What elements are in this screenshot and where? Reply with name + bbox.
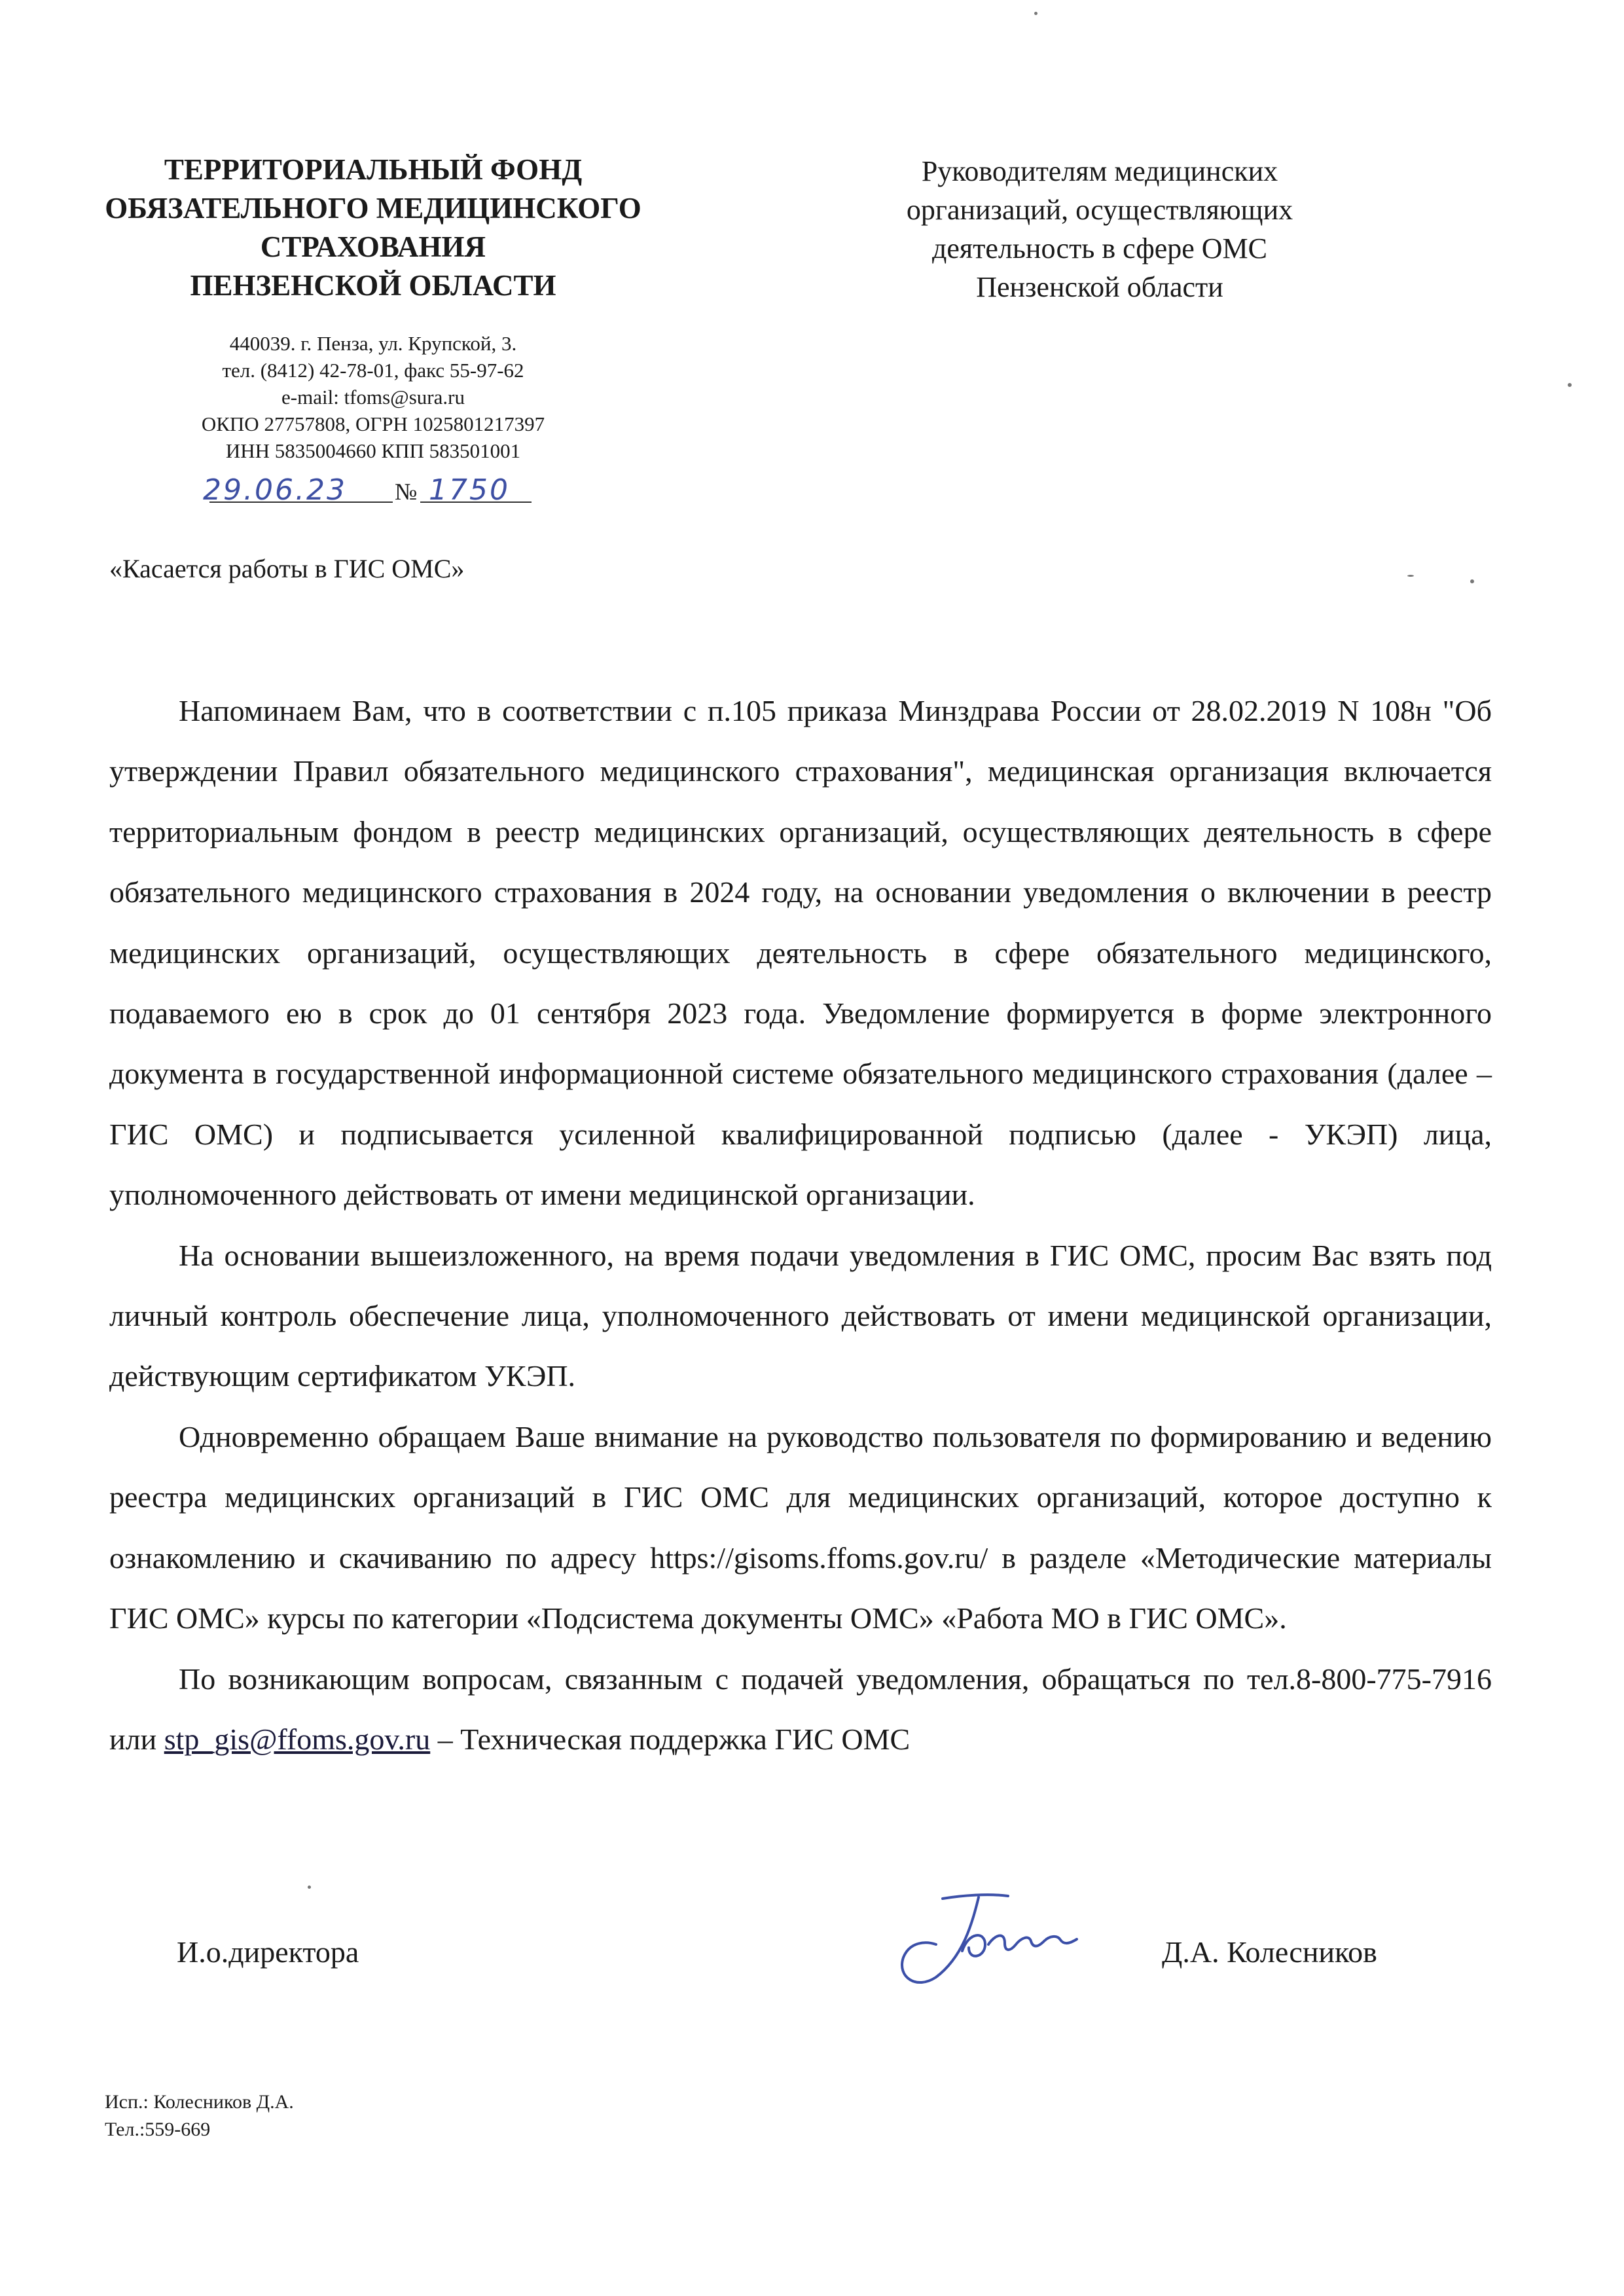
executor-info [105, 2088, 294, 2143]
sender-org-line: ОБЯЗАТЕЛЬНОГО МЕДИЦИНСКОГО [105, 192, 641, 225]
sender-org-line: ПЕНЗЕНСКОЙ ОБЛАСТИ [190, 269, 556, 302]
recipient-line: деятельность в сфере ОМС [931, 232, 1268, 264]
contact-text: – Техническая поддержка ГИС ОМС [430, 1722, 911, 1756]
sender-okpo-ogrn: ОКПО 27757808, ОГРН 1025801217397 [201, 412, 545, 435]
sender-email: e-mail: tfoms@sura.ru [281, 386, 465, 409]
recipient-line: Руководителям медицинских [921, 155, 1278, 187]
scan-speck [1407, 575, 1414, 577]
sender-inn-kpp: ИНН 5835004660 КПП 583501001 [225, 439, 521, 462]
executor-phone: Тел.:559-669 [105, 2119, 211, 2140]
body-paragraph: На основании вышеизложенного, на время подачи уведомления в ГИС ОМС, просим Вас взять под личный контроль обеспечение лица, уполномоченного действовать от имени медицинской организации, действующим сертификатом УКЭП. [109, 1238, 1492, 1393]
sender-org-line: СТРАХОВАНИЯ [260, 230, 486, 263]
number-sign: № [395, 479, 418, 505]
letter-subject: «Касается работы в ГИС ОМС» [109, 554, 465, 583]
body-paragraph [109, 1649, 1492, 1770]
sender-phone: тел. (8412) 42-78-01, факс 55-97-62 [222, 359, 524, 382]
recipient-line: организаций, осуществляющих [906, 194, 1293, 226]
sender-org-line: ТЕРРИТОРИАЛЬНЫЙ ФОНД [164, 153, 583, 186]
signatory-name: Д.А. Колесников [1162, 1935, 1377, 1969]
registration-line [164, 473, 583, 516]
body-paragraph: Одновременно обращаем Ваше внимание на руководство пользователя по формированию и ведению реестра медицинских организаций в ГИС ОМС для медицинских организаций, которое доступно к ознакомлению и скачиванию по адресу https://gisoms.ffoms.gov.ru/ в разделе «Методические материалы ГИС ОМС» курсы по категории «Подсистема документы ОМС» «Работа МО в ГИС ОМС». [109, 1419, 1492, 1635]
sender-address: 440039. г. Пенза, ул. Крупской, 3. [229, 332, 517, 355]
sender-block [92, 151, 655, 464]
handwritten-signature [864, 1879, 1087, 1990]
recipient-block [851, 152, 1348, 306]
registration-number: 1750 [429, 473, 510, 507]
body-paragraph: Напоминаем Вам, что в соответствии с п.105 приказа Минздрава России от 28.02.2019 N 108н "Об утверждении Правил обязательного медицинского страхования", медицинская организация включается территориальным фондом в реестр медицинских организаций, осуществляющих деятельность в сфере обязательного медицинского страхования в 2024 году, на основании уведомления о включении в реестр медицинских организаций, осуществляющих деятельность в сфере обязательного медицинского, подаваемого ею в срок до 01 сентября 2023 года. Уведомление формируется в форме электронного документа в государственной информационной системе обязательного медицинского страхования (далее – ГИС ОМС) и подписывается усиленной квалифицированной подписью (далее - УКЭП) лица, уполномоченного действовать от имени медицинской организации. [109, 694, 1492, 1212]
scan-speck [1568, 383, 1572, 387]
registration-date: 29.06.23 [203, 473, 347, 507]
scan-speck [308, 1886, 311, 1889]
contact-text: По возникающим вопросам, связанным с подачей уведомления, обращаться по тел.8-800-775-7916 или [109, 1662, 1492, 1756]
letter-body [109, 681, 1492, 1770]
executor-name: Исп.: Колесников Д.А. [105, 2091, 294, 2113]
scan-speck [1470, 579, 1474, 583]
sender-contacts [92, 330, 655, 464]
support-email-link[interactable]: stp_gis@ffoms.gov.ru [164, 1722, 431, 1756]
signatory-title: И.о.директора [177, 1935, 359, 1969]
scan-speck [1034, 12, 1038, 15]
recipient-line: Пензенской области [976, 271, 1223, 303]
